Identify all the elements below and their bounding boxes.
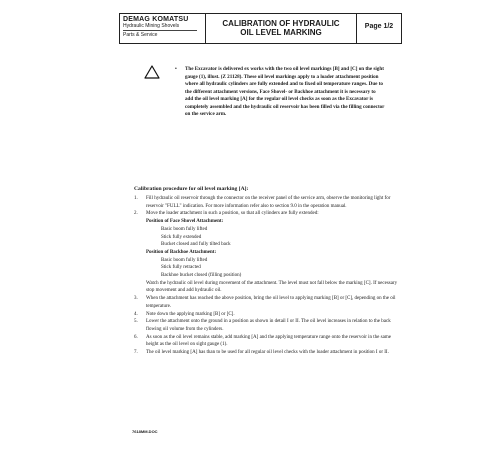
department-line: Parts & Service bbox=[123, 32, 158, 38]
backhoe-item: Basic boom fully lifted bbox=[161, 257, 208, 263]
step-2-note: Watch the hydraulic oil level during movement of the attachment. The level must not fall below the marking [C]. If necessary stop movement and add hydraulic oil. bbox=[146, 280, 398, 294]
warning-text: The Excavator is delivered ex works with the two oil level markings [B] and [C] on the sight gauge (1), illust. (Z 21128). These oil level markings apply to a loader attachment position where all hydraulic cylinders are fully extended and to fixed oil temperature ranges. Due to the different attachment versions, Face Shovel- or Backhoe attachment it is necessary to add the oil level marking [A] for the regular oil level checks as soon as the Excavator is completely assembled and the hydraulic oil reservoir has been filled via the filling connector on the service arm. bbox=[185, 66, 385, 118]
step-text: When the attachment has reached the above position, bring the oil level to applying marking [B] or [C], depending on the oil temperature. bbox=[146, 296, 396, 309]
step-text: Fill hydraulic oil reservoir through the connector on the receiver panel of the service arm, observe the monitoring light for reservoir "FULL" indication. For more information refer also to section 9.0 in the operation manual. bbox=[146, 196, 391, 209]
page-number: Page 1/2 bbox=[364, 23, 394, 30]
step-number: 5. bbox=[134, 319, 138, 325]
step-text: Lower the attachment onto the ground in a position as shown in detail I or II. The oil level increases in relation to the back flowing oil volume from the cylinders. bbox=[146, 319, 391, 332]
step-text: The oil level marking [A] has than to be used for all regular oil level checks with the loader attachment in position I or II. bbox=[146, 350, 389, 356]
step-5 bbox=[134, 318, 404, 333]
warning-triangle-icon bbox=[144, 65, 160, 79]
step-number: 7. bbox=[134, 350, 138, 356]
company-logo-text: DEMAG KOMATSU bbox=[123, 16, 189, 23]
title-line-1: CALIBRATION OF HYDRAULIC bbox=[222, 19, 340, 28]
division-line: Hydraulic Mining Shovels bbox=[123, 23, 180, 29]
step-2 bbox=[134, 210, 404, 218]
backhoe-item: Stick fully retracted bbox=[161, 265, 201, 271]
step-number: 3. bbox=[134, 296, 138, 302]
face-shovel-item: Basic boom fully lifted bbox=[161, 226, 208, 232]
procedure-title: Calibration procedure for oil level marking [A]: bbox=[134, 186, 249, 192]
step-7 bbox=[134, 349, 404, 357]
backhoe-heading: Position of Backhoe Attachment: bbox=[146, 249, 217, 255]
title-line-2: OIL LEVEL MARKING bbox=[240, 28, 322, 37]
face-shovel-item: Bucket closed and fully tilted back bbox=[161, 242, 231, 248]
warning-bullet: • bbox=[175, 66, 177, 72]
step-text: Note down the applying marking [B] or [C]. bbox=[146, 311, 235, 317]
face-shovel-heading: Position of Face Shovel Attachment: bbox=[146, 219, 224, 225]
step-number: 1. bbox=[134, 196, 138, 201]
document-title bbox=[206, 14, 357, 43]
procedure-steps bbox=[134, 195, 404, 357]
header-divider bbox=[123, 30, 197, 31]
step-number: 4. bbox=[134, 311, 138, 317]
step-number: 2. bbox=[134, 211, 138, 217]
face-shovel-item: Stick fully extended bbox=[161, 234, 202, 240]
company-block bbox=[120, 14, 206, 43]
step-4 bbox=[134, 311, 404, 319]
backhoe-item: Backhoe bucket closed (filling position) bbox=[161, 273, 242, 279]
step-number: 6. bbox=[134, 334, 138, 340]
step-text: As soon as the oil level remains stable, add marking [A] and the applying temperature range onto the reservoir in the same height as the oil level on sight gauge (1). bbox=[146, 334, 391, 348]
step-1 bbox=[134, 195, 404, 210]
file-name-footer: 7618MM.DOC bbox=[132, 429, 158, 434]
document-page bbox=[84, 0, 418, 450]
header-box bbox=[119, 13, 402, 44]
step-3 bbox=[134, 295, 404, 310]
step-6 bbox=[134, 334, 404, 349]
warning-note bbox=[175, 66, 385, 119]
step-text: Move the loader attachment in such a position, so that all cylinders are fully extended: bbox=[146, 211, 319, 217]
